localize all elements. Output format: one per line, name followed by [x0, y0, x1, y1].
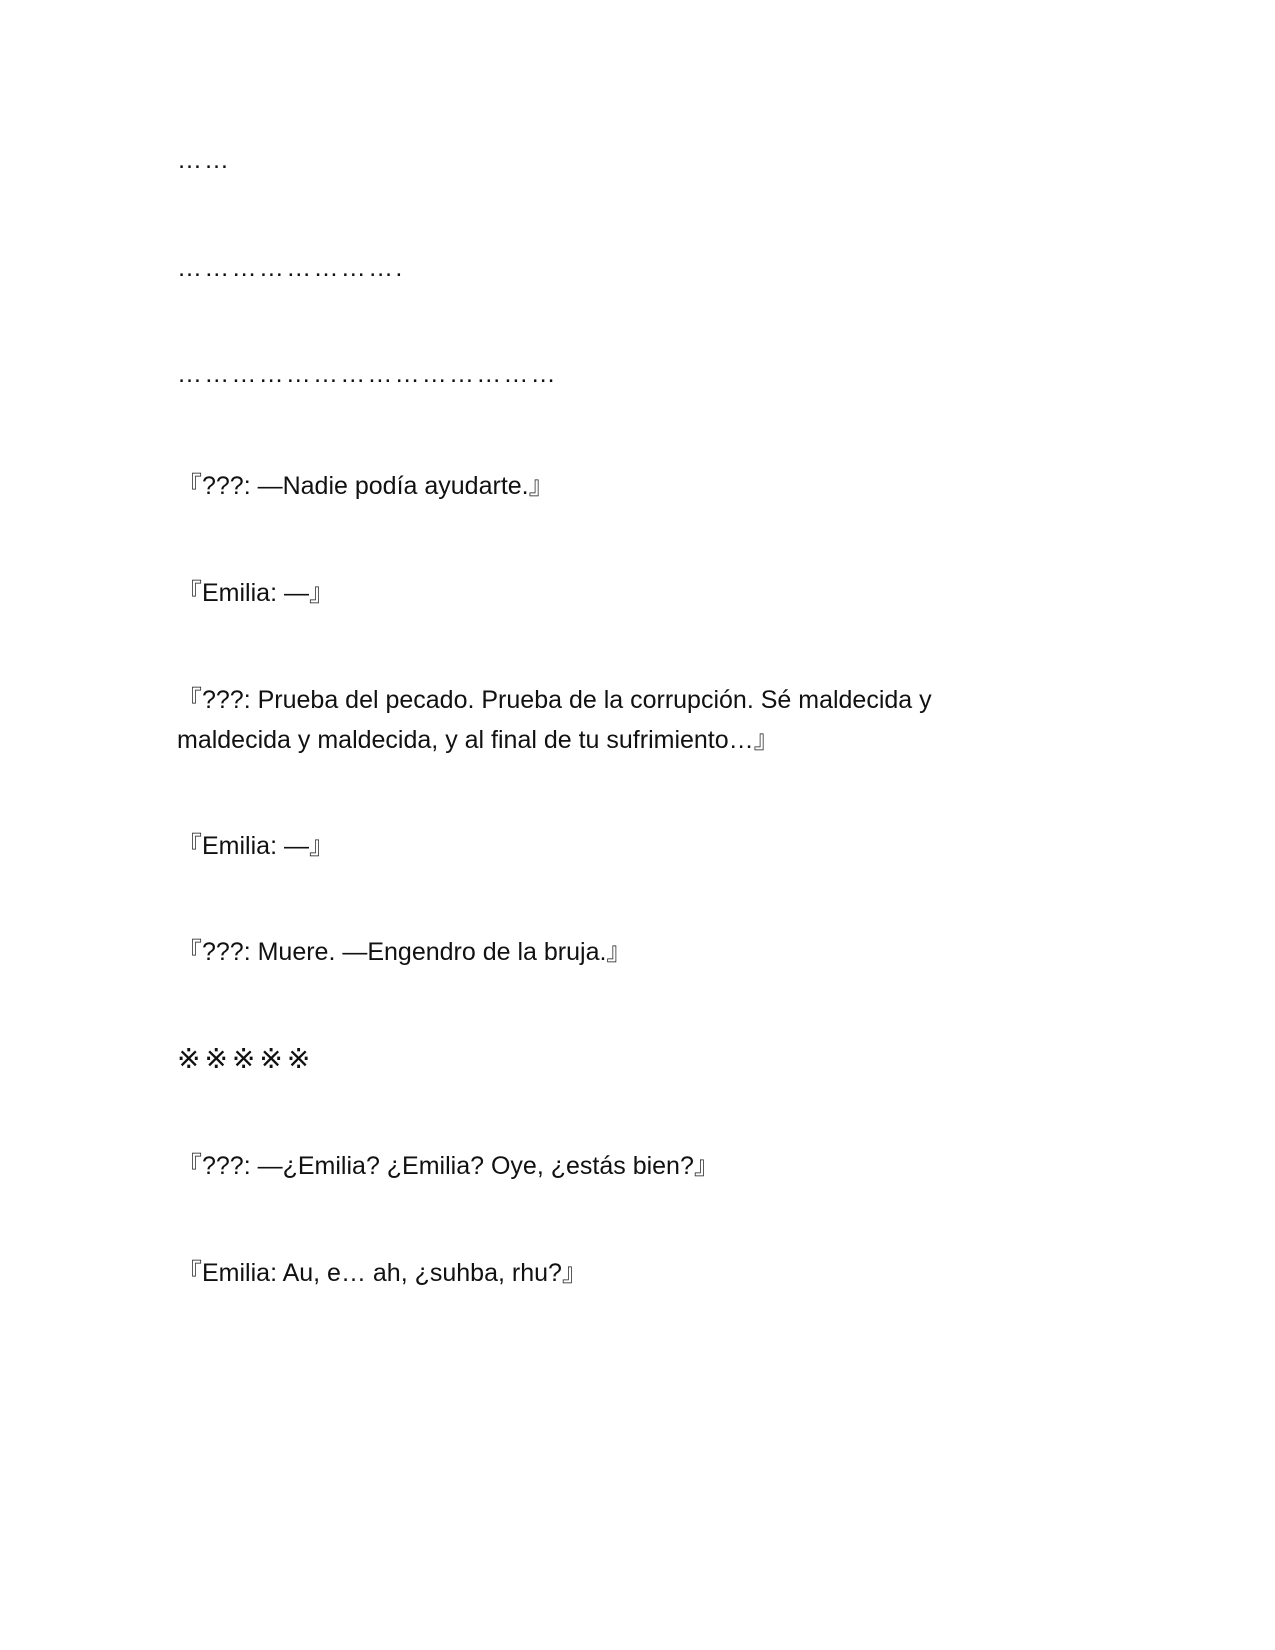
dialogue-line: 『???: Muere. —Engendro de la bruja.』 — [177, 938, 632, 966]
scene-separator: ※※※※※ — [177, 1043, 315, 1074]
dialogue-line: 『???: —Nadie podía ayudarte.』 — [177, 472, 554, 500]
ellipsis-line-2: ……………………. — [177, 254, 405, 282]
ellipsis-line-3: …………………………………… — [177, 360, 558, 388]
dialogue-line: 『???: —¿Emilia? ¿Emilia? Oye, ¿estás bien?』 — [177, 1152, 719, 1180]
dialogue-line: 『Emilia: —』 — [177, 579, 334, 607]
dialogue-line: 『???: Prueba del pecado. Prueba de la corrupción. Sé maldecida y maldecida y maldecida, y al final de tu sufrimiento…』 — [177, 686, 932, 754]
dialogue-line: 『Emilia: Au, e… ah, ¿suhba, rhu?』 — [177, 1259, 587, 1287]
dialogue-line: 『Emilia: —』 — [177, 832, 334, 860]
ellipsis-line-1: …… — [177, 146, 231, 174]
